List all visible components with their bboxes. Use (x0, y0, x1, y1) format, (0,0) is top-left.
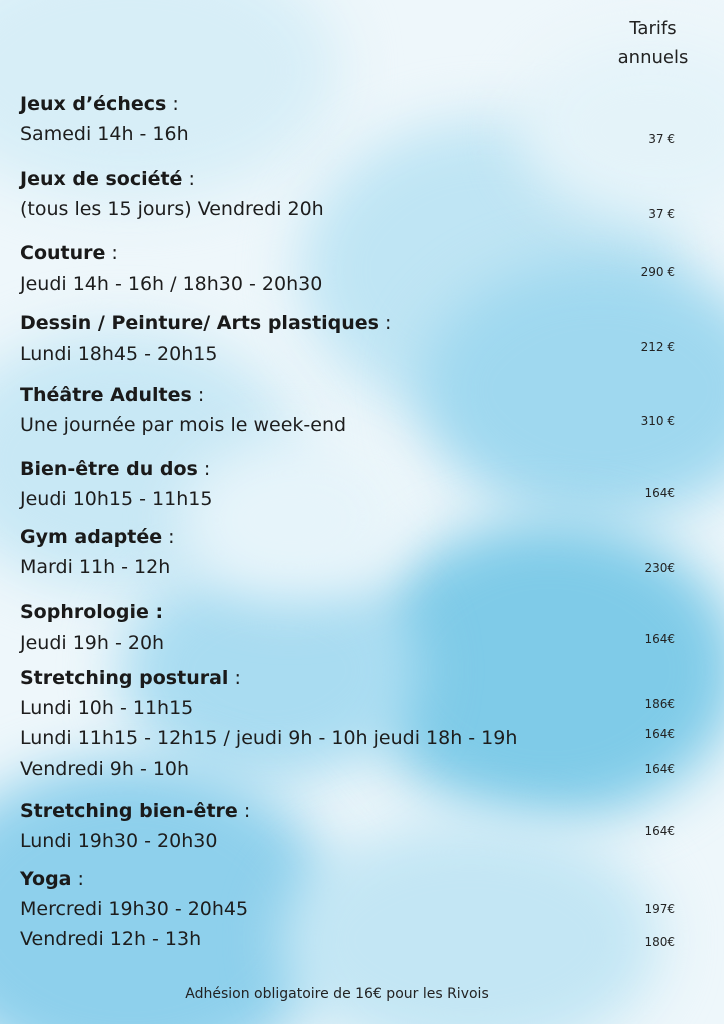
activity-price: 212 € (640, 340, 675, 354)
activity-schedule: Mercredi 19h30 - 20h45 (20, 898, 249, 920)
activity-price: 164€ (644, 762, 675, 776)
activity-title: Théâtre Adultes : (20, 384, 205, 406)
activity-title: Stretching bien-être : (20, 800, 251, 822)
activity-schedule: Lundi 11h15 - 12h15 / jeudi 9h - 10h jeudi 18h - 19h (20, 727, 518, 749)
activity-price: 230€ (644, 561, 675, 575)
activity-schedule: Lundi 19h30 - 20h30 (20, 830, 218, 852)
activity-price: 197€ (644, 902, 675, 916)
activity-schedule: Samedi 14h - 16h (20, 123, 189, 145)
activity-schedule: Lundi 18h45 - 20h15 (20, 343, 218, 365)
tarifs-header (608, 14, 698, 72)
activity-schedule: Une journée par mois le week-end (20, 414, 347, 436)
activity-schedule: Jeudi 14h - 16h / 18h30 - 20h30 (20, 273, 323, 295)
activity-schedule: Vendredi 12h - 13h (20, 928, 202, 950)
tarifs-header-line1: Tarifs (629, 18, 677, 39)
activity-price: 164€ (644, 486, 675, 500)
activity-title: Dessin / Peinture/ Arts plastiques : (20, 312, 392, 334)
activity-price: 164€ (644, 632, 675, 646)
activity-price: 180€ (644, 935, 675, 949)
activity-title: Jeux d’échecs : (20, 93, 179, 115)
activity-title: Bien-être du dos : (20, 458, 211, 480)
activity-title: Yoga : (20, 868, 84, 890)
activity-price: 164€ (644, 824, 675, 838)
tarifs-header-line2: annuels (617, 47, 689, 68)
membership-note: Adhésion obligatoire de 16€ pour les Rivois (185, 986, 489, 1002)
activity-schedule: Mardi 11h - 12h (20, 556, 171, 578)
activity-price: 310 € (640, 414, 675, 428)
activity-title: Gym adaptée : (20, 526, 175, 548)
activity-price: 164€ (644, 727, 675, 741)
activity-price: 37 € (648, 132, 675, 146)
activity-schedule: Jeudi 10h15 - 11h15 (20, 488, 213, 510)
activity-schedule: Vendredi 9h - 10h (20, 758, 190, 780)
activity-title: Jeux de société : (20, 168, 195, 190)
activity-title: Couture : (20, 242, 118, 264)
activity-price: 37 € (648, 207, 675, 221)
activity-price: 186€ (644, 697, 675, 711)
activity-schedule: Lundi 10h - 11h15 (20, 697, 194, 719)
activity-title: Stretching postural : (20, 667, 241, 689)
activity-schedule: Jeudi 19h - 20h (20, 632, 165, 654)
activity-title: Sophrologie : (20, 601, 164, 623)
activity-price: 290 € (640, 265, 675, 279)
activity-schedule: (tous les 15 jours) Vendredi 20h (20, 198, 324, 220)
